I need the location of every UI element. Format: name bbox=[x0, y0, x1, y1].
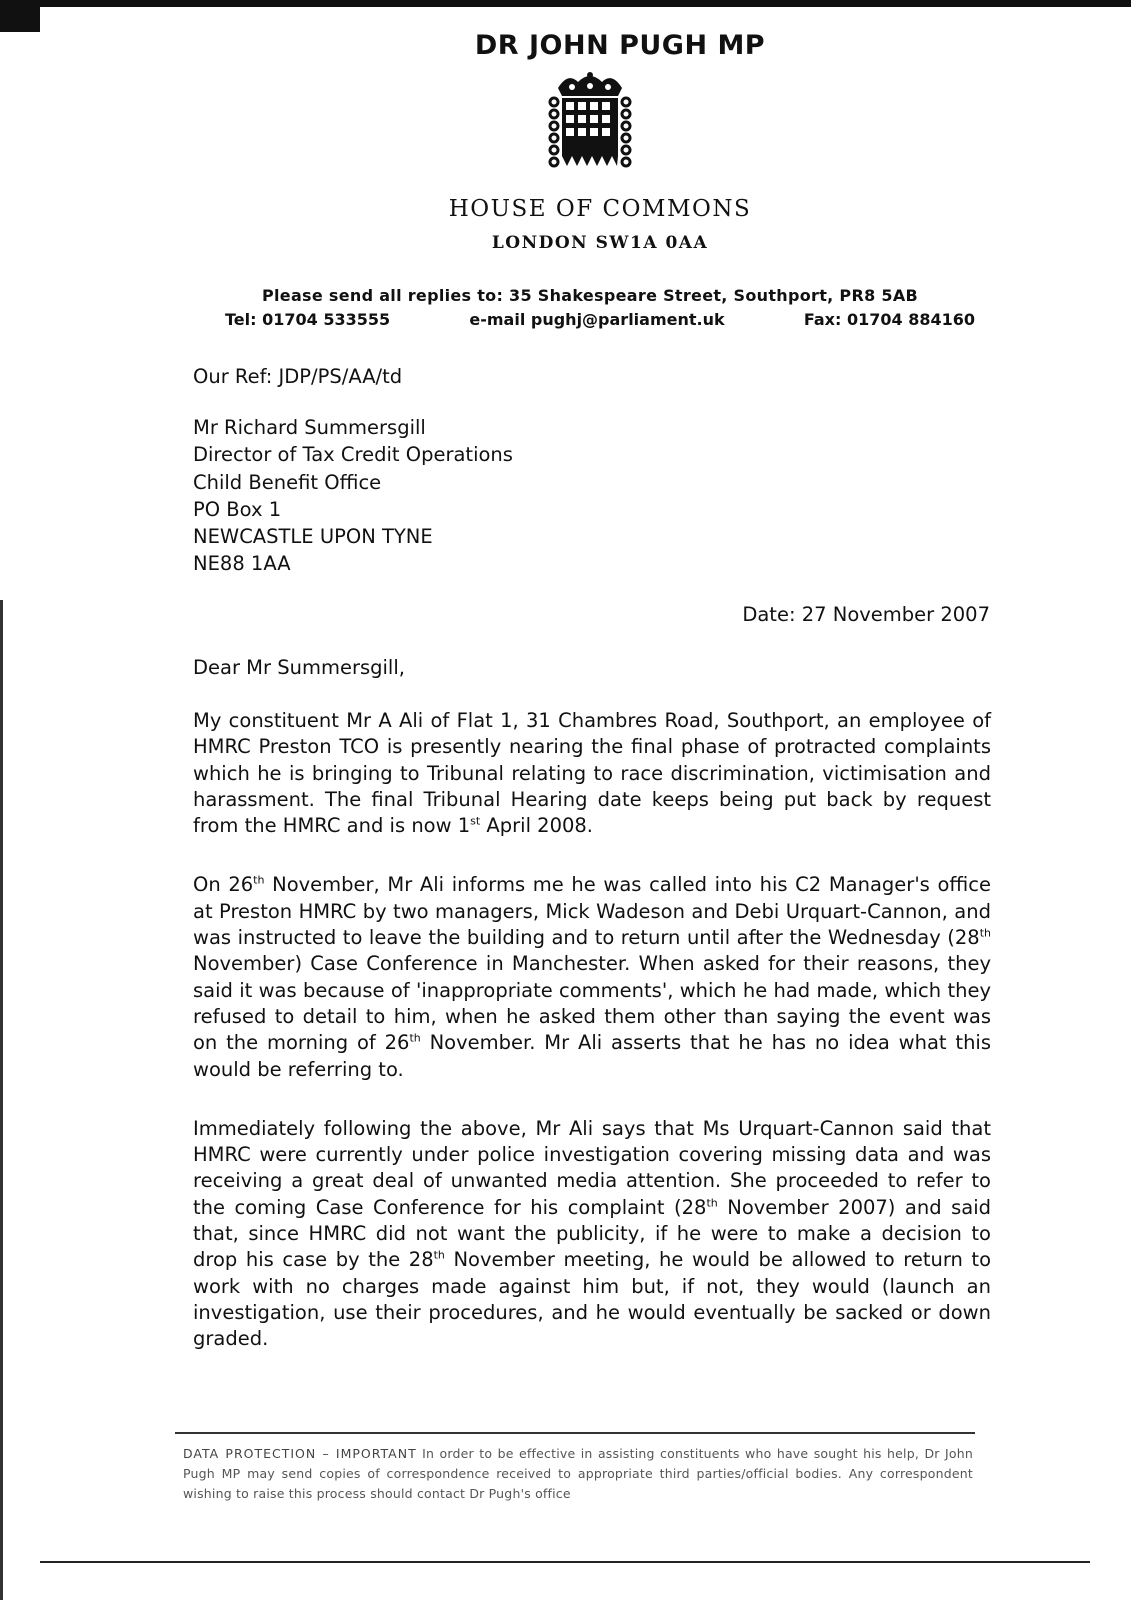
letterhead-house: HOUSE OF COMMONS bbox=[448, 196, 752, 222]
letter-body bbox=[193, 708, 991, 1386]
address-line: PO Box 1 bbox=[193, 497, 282, 521]
email: e-mail pughj@parliament.uk bbox=[469, 310, 725, 329]
ordinal-suffix: th bbox=[706, 1196, 718, 1210]
reply-address: Please send all replies to: 35 Shakespeare Street, Southport, PR8 5AB bbox=[262, 286, 918, 305]
paragraph-text: On 26 bbox=[193, 873, 254, 897]
letterhead-name: DR JOHN PUGH MP bbox=[474, 30, 766, 61]
address-line: NEWCASTLE UPON TYNE bbox=[193, 525, 433, 549]
address-line: Director of Tax Credit Operations bbox=[193, 443, 513, 467]
portcullis-icon bbox=[548, 70, 632, 168]
scan-edge-corner bbox=[0, 7, 40, 32]
our-reference: Our Ref: JDP/PS/AA/td bbox=[193, 365, 403, 388]
body-paragraph bbox=[193, 708, 991, 839]
telephone: Tel: 01704 533555 bbox=[225, 310, 391, 329]
body-paragraph bbox=[193, 872, 991, 1082]
paragraph-text: November meeting, he would be allowed to return to work with no charges made against him but, if not, they would (launch an investigation, use their procedures, and he would eventually be sacked or down graded. bbox=[193, 1248, 992, 1351]
fax: Fax: 01704 884160 bbox=[803, 310, 975, 329]
scan-edge-left bbox=[0, 600, 3, 1600]
salutation: Dear Mr Summersgill, bbox=[193, 656, 405, 679]
paragraph-text: My constituent Mr A Ali of Flat 1, 31 Chambres Road, Southport, an employee of HMRC Preston TCO is presently nearing the final phase of protracted complaints which he is bringing to Tribunal relating to race discrimination, victimisation and harassment. The final Tribunal Hearing date keeps being put back by request from the HMRC and is now 1 bbox=[193, 709, 991, 838]
footer-divider bbox=[175, 1432, 975, 1434]
ordinal-suffix: st bbox=[470, 814, 481, 828]
address-line: Mr Richard Summersgill bbox=[193, 416, 426, 439]
paragraph-text: November 2007) and said that, since HMRC did not want the publicity, if he were to make a decision to drop his case by the 28 bbox=[193, 1195, 991, 1272]
ordinal-suffix: th bbox=[253, 873, 265, 887]
contact-line bbox=[225, 310, 975, 329]
address-line: NE88 1AA bbox=[193, 552, 291, 576]
notice-heading: DATA PROTECTION – IMPORTANT bbox=[183, 1446, 417, 1461]
ordinal-suffix: th bbox=[433, 1248, 445, 1262]
recipient-address bbox=[193, 414, 513, 578]
address-line: Child Benefit Office bbox=[193, 470, 382, 494]
letterhead-address: LONDON SW1A 0AA bbox=[491, 233, 709, 253]
scan-edge-top bbox=[0, 0, 1131, 7]
paragraph-text: November) Case Conference in Manchester. When asked for their reasons, they said it was because of 'inappropriate comments', which he had made, which they refused to detail to him, when he asked them other than saying the event was on the morning of 26 bbox=[193, 952, 991, 1055]
notice-text: In order to be effective in assisting constituents who have sought his help, Dr John Pugh MP may send copies of correspondence received to appropriate third parties/official bodies. Any correspondent wishing to raise this process should contact Dr Pugh's office bbox=[183, 1446, 973, 1501]
letter-date: Date: 27 November 2007 bbox=[742, 603, 990, 626]
page-bottom-line bbox=[40, 1561, 1090, 1563]
paragraph-text: November, Mr Ali informs me he was called into his C2 Manager's office at Preston HMRC by two managers, Mick Wadeson and Debi Urquart-Cannon, and was instructed to leave the building and to return until after the Wednesday (28 bbox=[193, 873, 991, 950]
paragraph-text: Immediately following the above, Mr Ali says that Ms Urquart-Cannon said that HMRC were currently under police investigation covering missing data and was receiving a great deal of unwanted media attention. She proceeded to refer to the coming Case Conference for his complaint (28 bbox=[193, 1116, 991, 1219]
ordinal-suffix: th bbox=[979, 926, 991, 940]
data-protection-notice bbox=[183, 1444, 973, 1504]
paragraph-text: November. Mr Ali asserts that he has no idea what this would be referring to. bbox=[193, 1031, 992, 1081]
ordinal-suffix: th bbox=[409, 1031, 421, 1045]
body-paragraph bbox=[193, 1116, 991, 1353]
paragraph-text: April 2008. bbox=[480, 814, 594, 838]
